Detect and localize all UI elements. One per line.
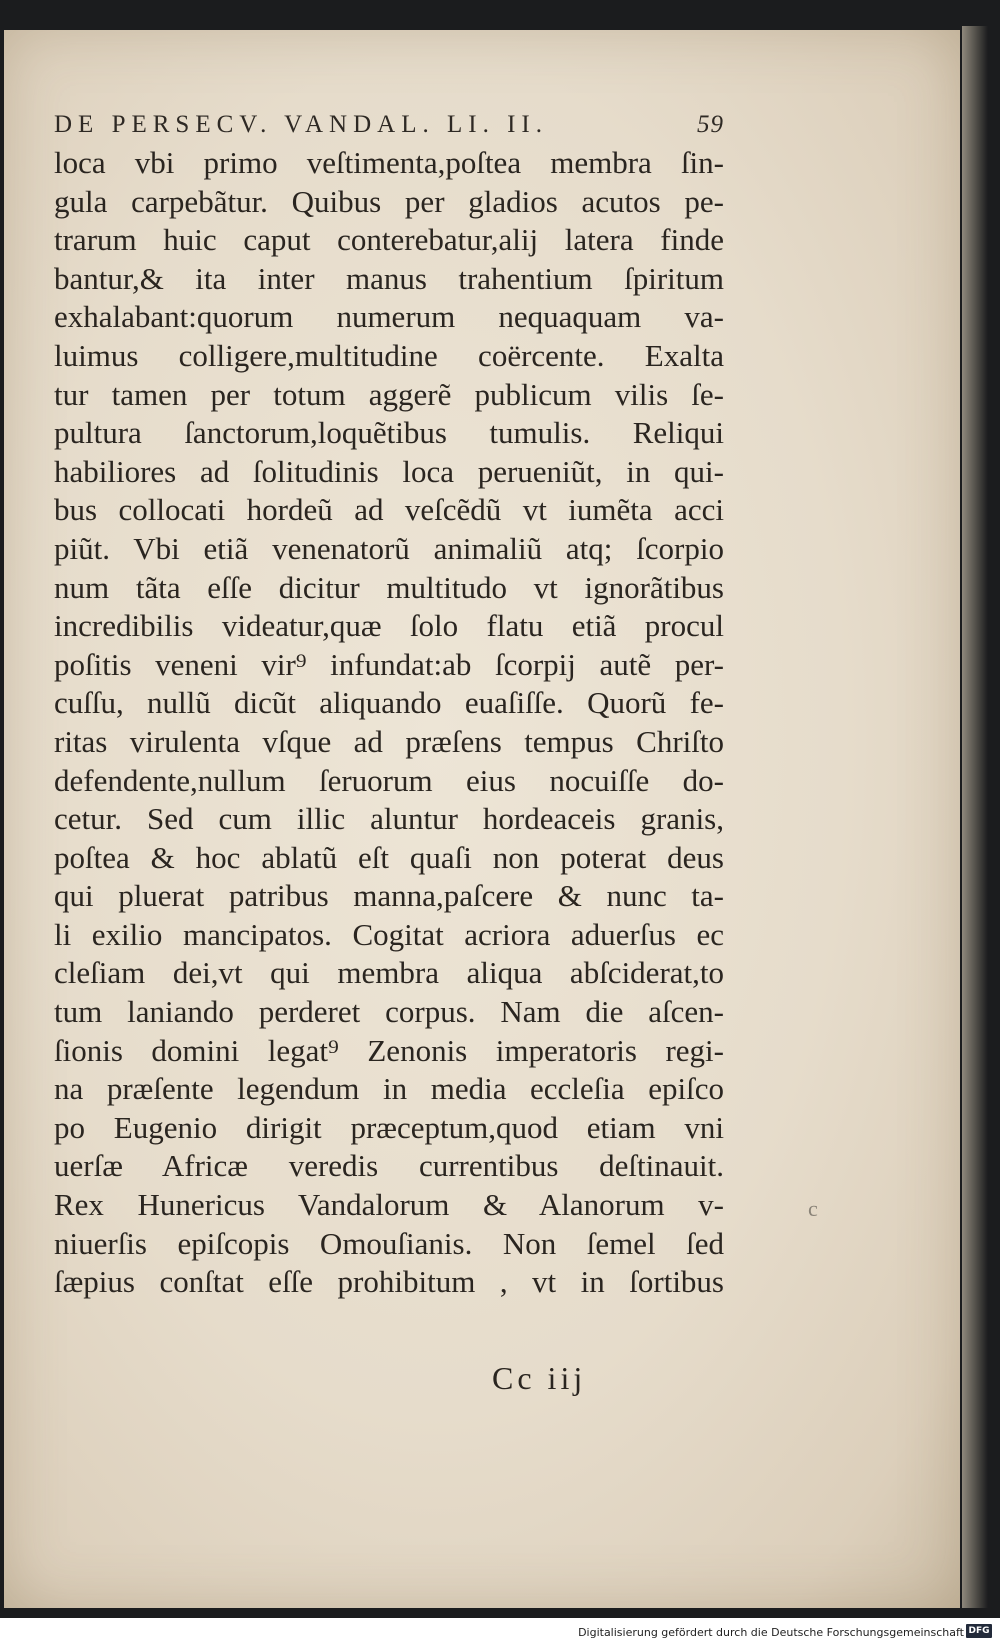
margin-pencil-mark: c <box>808 1196 818 1221</box>
text-line: bus collocati hordeũ ad veſcẽdũ vt iumẽta acci <box>54 492 724 528</box>
text-line: poſitis veneni vir⁹ infundat:ab ſcorpij autẽ per- <box>54 646 724 682</box>
text-line: uerſæ Africæ veredis currentibus deſtinauit. <box>54 1148 724 1184</box>
running-head-title: DE PERSECV. VANDAL. LI. II. <box>54 111 548 138</box>
text-line: defendente,nullum ſeruorum eius nocuiſſe do- <box>54 762 724 798</box>
text-line: cuſſu, nullũ dicũt aliquando euaſiſſe. Quorũ fe- <box>54 685 724 721</box>
text-line: ſæpius conſtat eſſe prohibitum , vt in ſortibus <box>54 1264 724 1300</box>
text-line: cetur. Sed cum illic aluntur hordeaceis granis, <box>54 801 724 837</box>
page-number: 59 <box>697 111 724 138</box>
text-line: niuerſis epiſcopis Omouſianis. Non ſemel ſed <box>54 1225 724 1261</box>
signature-mark: Cc iij <box>492 1360 587 1396</box>
text-line: ritas virulenta vſque ad præſens tempus Chriſto <box>54 723 724 759</box>
text-line: incredibilis videatur,quæ ſolo flatu etiã procul <box>54 608 724 644</box>
text-line: habiliores ad ſolitudinis loca perueniũt, in qui- <box>54 453 724 489</box>
digitization-credit: Digitalisierung gefördert durch die Deutsche Forschungsgemeinschaft <box>578 1626 964 1639</box>
text-line: pultura ſanctorum,loquẽtibus tumulis. Reliqui <box>54 415 724 451</box>
text-line: na præſente legendum in media eccleſia epiſco <box>54 1071 724 1107</box>
running-head <box>54 108 724 142</box>
text-line: tum laniando perderet corpus. Nam die aſcen- <box>54 994 724 1030</box>
text-line: bantur,& ita inter manus trahentium ſpiritum <box>54 260 724 296</box>
text-line: loca vbi primo veſtimenta,poſtea membra ſin- <box>54 145 724 180</box>
text-line: Rex Hunericus Vandalorum & Alanorum v- <box>54 1187 724 1223</box>
text-line: gula carpebãtur. Quibus per gladios acutos pe- <box>54 183 724 219</box>
text-line: exhalabant:quorum numerum nequaquam va- <box>54 299 724 335</box>
page-edge-shadow <box>962 26 988 1608</box>
text-line: num tãta eſſe dicitur multitudo vt ignorãtibus <box>54 569 724 605</box>
text-line: piũt. Vbi etiã venenatorũ animaliũ atq; ſcorpio <box>54 530 724 566</box>
text-line: li exilio mancipatos. Cogitat acriora aduerſus ec <box>54 916 724 952</box>
text-block <box>54 108 724 1302</box>
text-line: trarum huic caput conterebatur,alij latera finde <box>54 222 724 258</box>
text-line: qui pluerat patribus manna,paſcere & nunc ta- <box>54 878 724 914</box>
text-line: luimus colligere,multitudine coërcente. Exalta <box>54 337 724 373</box>
dfg-logo: DFG <box>966 1624 992 1638</box>
body-text <box>54 144 724 1302</box>
text-line: ſionis domini legat⁹ Zenonis imperatoris regi- <box>54 1032 724 1068</box>
text-line: poſtea & hoc ablatũ eſt quaſi non poterat deus <box>54 839 724 875</box>
text-line: tur tamen per totum aggerẽ publicum vilis ſe- <box>54 376 724 412</box>
text-line: cleſiam dei,vt qui membra aliqua abſciderat,to <box>54 955 724 991</box>
text-line: po Eugenio dirigit præceptum,quod etiam vni <box>54 1109 724 1145</box>
